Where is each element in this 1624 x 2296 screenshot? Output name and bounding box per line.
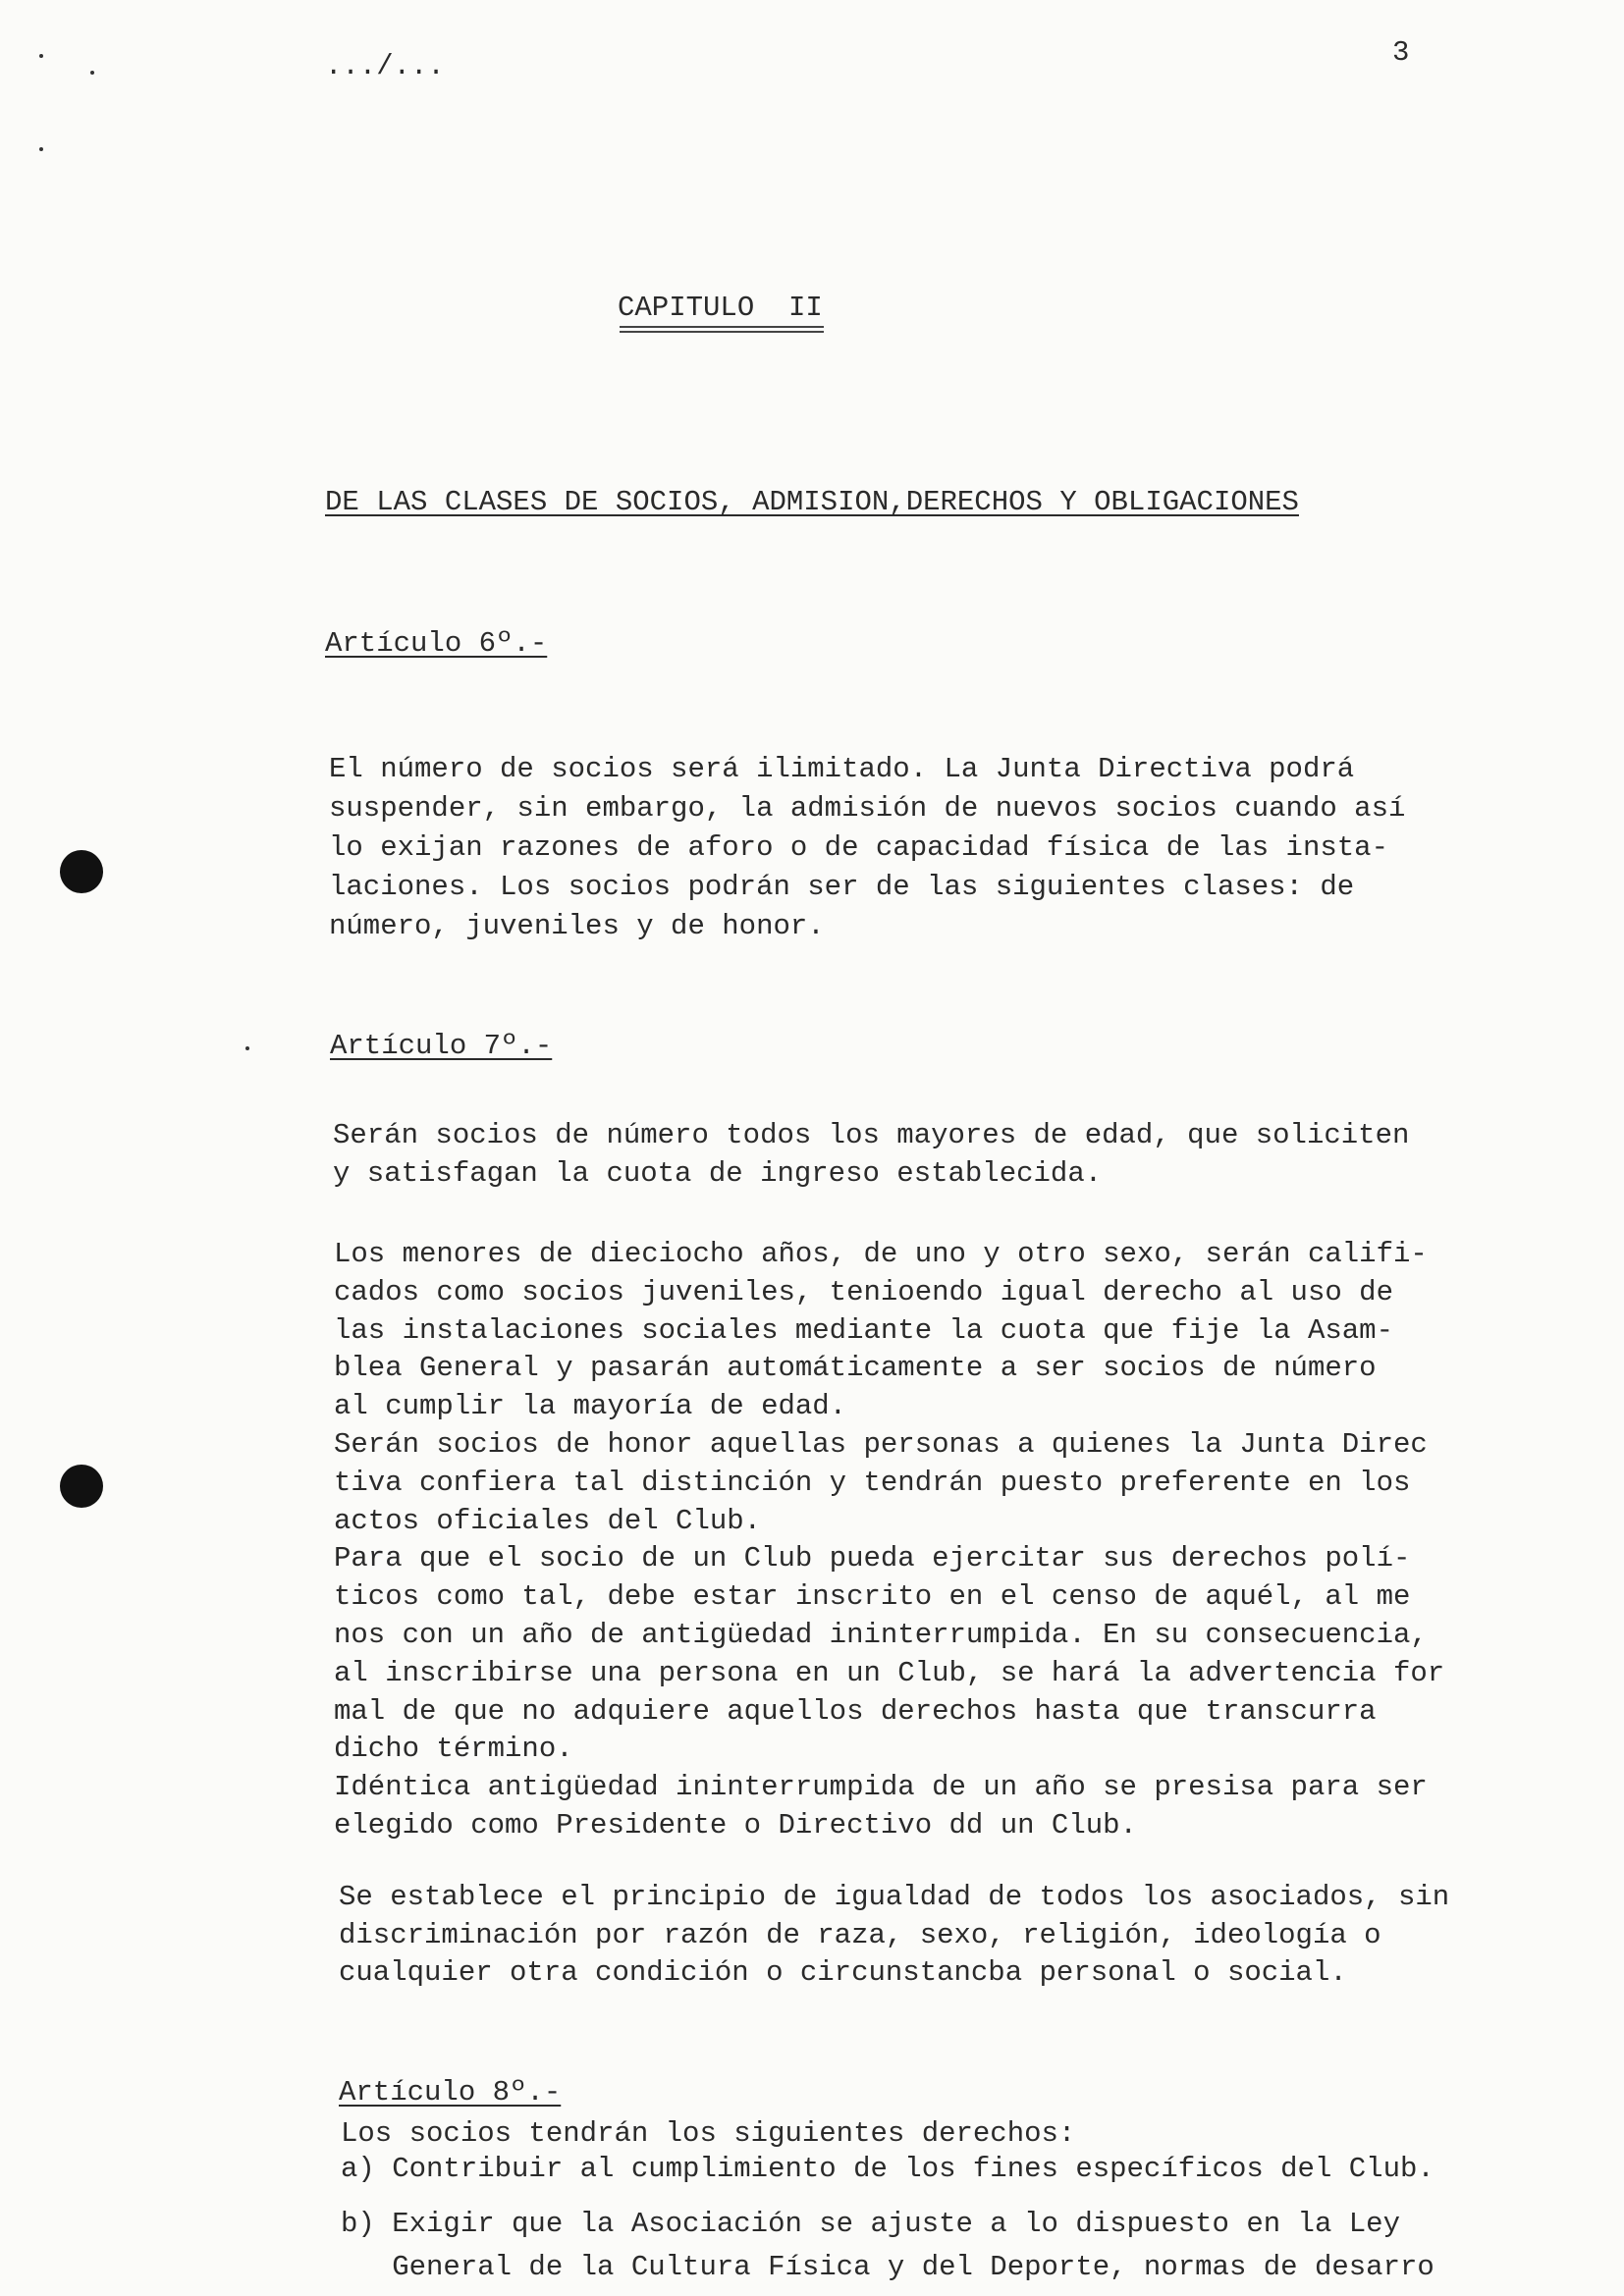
text-line: lo exijan razones de aforo o de capacidad física de las insta- bbox=[329, 831, 1388, 864]
text-line: al inscribirse una persona en un Club, se hará la advertencia for bbox=[334, 1656, 1445, 1689]
double-underline bbox=[620, 326, 824, 333]
text-line: Idéntica antigüedad ininterrumpida de un año se presisa para ser bbox=[334, 1771, 1428, 1804]
text-line: tiva confiera tal distinción y tendrán puesto preferente en los bbox=[334, 1466, 1411, 1499]
text-line: actos oficiales del Club. bbox=[334, 1504, 762, 1537]
text-line: mal de que no adquiere aquellos derechos hasta que transcurra bbox=[334, 1694, 1377, 1728]
text-line: Los menores de dieciocho años, de uno y otro sexo, serán califi- bbox=[334, 1238, 1428, 1270]
text-line: discriminación por razón de raza, sexo, religión, ideología o bbox=[339, 1918, 1381, 1951]
text-line: las instalaciones sociales mediante la cuota que fije la Asam- bbox=[334, 1313, 1393, 1347]
text-line: Serán socios de número todos los mayores de edad, que soliciten bbox=[333, 1119, 1410, 1151]
article-7-paragraph-2 bbox=[334, 1236, 1444, 1845]
article-8-heading: Artículo 8º.- bbox=[339, 2076, 562, 2109]
punch-hole bbox=[60, 1465, 103, 1508]
text-line: b) Exigir que la Asociación se ajuste a lo dispuesto en la Ley bbox=[341, 2208, 1400, 2240]
article-6-paragraph bbox=[329, 750, 1405, 946]
text-line: blea General y pasarán automáticamente a ser socios de número bbox=[334, 1352, 1377, 1385]
text-line: dicho término. bbox=[334, 1733, 573, 1766]
text-line: cualquier otra condición o circunstancba personal o social. bbox=[339, 1956, 1347, 1989]
text-line: ticos como tal, debe estar inscrito en el censo de aquél, al me bbox=[334, 1580, 1411, 1614]
punch-hole bbox=[60, 850, 103, 893]
chapter-subtitle: DE LAS CLASES DE SOCIOS, ADMISION,DERECHOS Y OBLIGACIONES bbox=[325, 486, 1299, 518]
text-line: elegido como Presidente o Directivo dd un Club. bbox=[334, 1808, 1137, 1842]
speck bbox=[245, 1046, 249, 1050]
text-line: número, juveniles y de honor. bbox=[329, 910, 825, 942]
article-8-paragraph-1 bbox=[341, 2116, 1435, 2187]
text-line: Para que el socio de un Club pueda ejercitar sus derechos polí- bbox=[334, 1542, 1411, 1575]
text-line: Serán socios de honor aquellas personas a quienes la Junta Direc bbox=[334, 1427, 1428, 1461]
continuation-mark: .../... bbox=[325, 50, 445, 82]
text-line: suspender, sin embargo, la admisión de nuevos socios cuando así bbox=[329, 792, 1406, 825]
article-7-paragraph-3 bbox=[339, 1879, 1449, 1993]
text-line: laciones. Los socios podrán ser de las siguientes clases: de bbox=[329, 871, 1355, 903]
speck bbox=[90, 71, 94, 75]
text-line: El número de socios será ilimitado. La Junta Directiva podrá bbox=[329, 753, 1355, 785]
text-line: al cumplir la mayoría de edad. bbox=[334, 1390, 847, 1423]
speck bbox=[39, 147, 43, 151]
article-6-heading: Artículo 6º.- bbox=[325, 627, 548, 660]
chapter-title: CAPITULO II bbox=[618, 292, 823, 324]
text-line: Los socios tendrán los siguientes derechos: bbox=[341, 2117, 1076, 2150]
page-number: 3 bbox=[1392, 36, 1410, 69]
article-7-heading: Artículo 7º.- bbox=[330, 1030, 553, 1062]
text-line: nos con un año de antigüedad ininterrumpida. En su consecuencia, bbox=[334, 1618, 1428, 1651]
text-line: Se establece el principio de igualdad de todos los asociados, sin bbox=[339, 1881, 1450, 1913]
text-line: General de la Cultura Física y del Deporte, normas de desarro bbox=[341, 2251, 1435, 2283]
text-line: cados como socios juveniles, tenioendo igual derecho al uso de bbox=[334, 1275, 1393, 1308]
article-7-paragraph-1 bbox=[333, 1116, 1409, 1193]
article-8-paragraph-2 bbox=[341, 2203, 1435, 2289]
speck bbox=[39, 54, 43, 58]
text-line: a) Contribuir al cumplimiento de los fines específicos del Club. bbox=[341, 2153, 1435, 2185]
text-line: y satisfagan la cuota de ingreso establecida. bbox=[333, 1157, 1103, 1190]
